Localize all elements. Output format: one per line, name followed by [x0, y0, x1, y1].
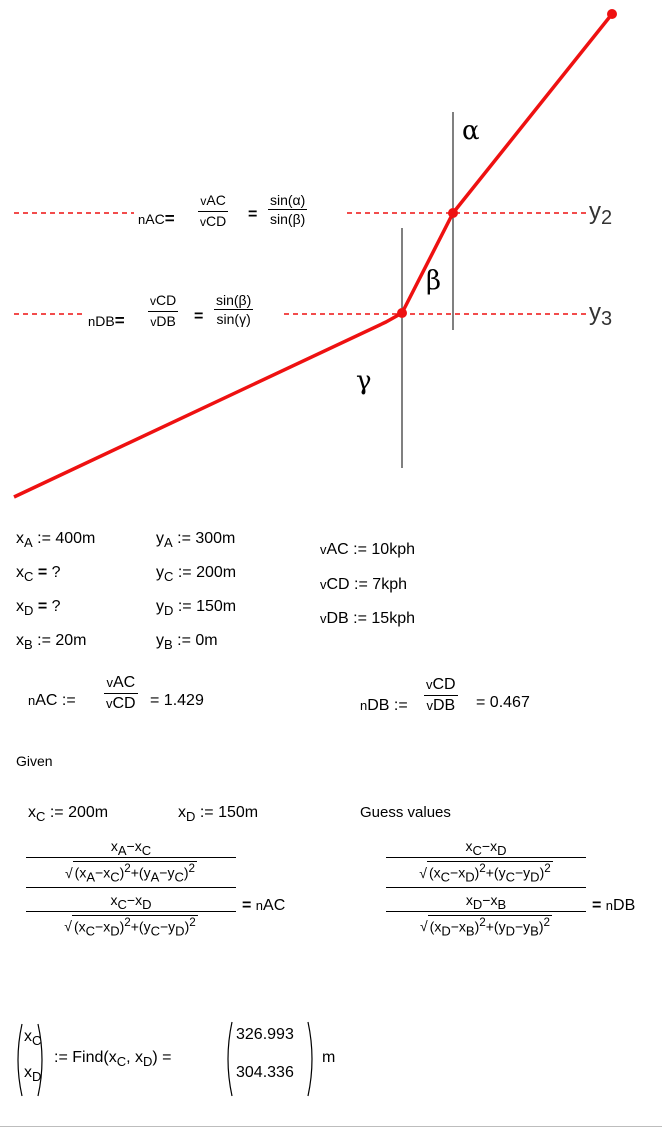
eq-top-frac2: sin(α) sin(β)	[270, 192, 306, 228]
guess-xD: $x_D$ := 150m	[178, 804, 259, 824]
result-vector-lhs: $x_C$ $x_D$	[12, 1020, 48, 1100]
def-vDB: vDB := 15kph	[320, 610, 415, 627]
ratio-nDB-frac: vCD vDB	[426, 676, 456, 715]
y2-label: $y_2$	[589, 198, 613, 229]
def-xD: $x_D$ = ?	[16, 598, 61, 618]
point-d	[397, 308, 407, 318]
given-label: Given	[16, 753, 53, 769]
constraint-2: $x_C-x_D$ √ $(x_C-x_D)^2+(y_C-y_D)^2$ $x_D-x_B$ √ $(x_D-x_B)^2+(y_D-y_B)^2$	[386, 838, 586, 934]
ratio-nDB-value: = 0.467	[476, 694, 530, 711]
constraint-2-rhs: = nDB	[592, 897, 636, 914]
def-yD: $y_D$ := 150m	[156, 598, 237, 618]
def-yC: $y_C$ := 200m	[156, 564, 237, 584]
result-find: := $Find(x_C$, $x_D$) =	[54, 1049, 172, 1069]
eq-mid-frac2: sin(β) sin(γ)	[216, 292, 252, 328]
result-xD-value: 304.336	[236, 1064, 294, 1081]
y3-label: $y_3$	[589, 299, 613, 330]
result-xC-value: 326.993	[236, 1026, 294, 1043]
eq-top-frac1: vAC vCD	[200, 192, 227, 230]
eq-top-eq: =	[248, 206, 258, 223]
result-vector-rhs	[222, 1018, 322, 1100]
eq-top-n: nAC=	[138, 209, 175, 228]
ratio-nAC-frac: vAC vCD	[106, 674, 136, 713]
ratio-nAC-value: = 1.429	[150, 692, 204, 709]
def-xC: $x_C$ = ?	[16, 564, 61, 584]
ratio-nDB-lhs: nDB :=	[360, 697, 408, 714]
guess-xC: $x_C$ := 200m	[28, 804, 109, 824]
refraction-path	[14, 14, 612, 497]
bottom-divider	[0, 1126, 662, 1127]
def-yB: $y_B$ := 0m	[156, 632, 218, 652]
def-vAC: vAC := 10kph	[320, 541, 415, 558]
eq-mid-frac1: vCD vDB	[150, 292, 177, 330]
refraction-diagram	[0, 0, 662, 500]
ratio-nAC-lhs: nAC :=	[28, 692, 76, 709]
point-c	[448, 208, 458, 218]
def-xA: $x_A$ := 400m	[16, 530, 96, 550]
beta-label: β	[426, 266, 442, 296]
gamma-label: γ	[356, 366, 372, 396]
eq-mid-n: nDB=	[88, 311, 125, 330]
eq-mid-eq: =	[194, 308, 204, 325]
constraint-1-rhs: = nAC	[242, 897, 286, 914]
alpha-label: α	[462, 116, 480, 146]
def-yA: $y_A$ := 300m	[156, 530, 236, 550]
point-a	[607, 9, 617, 19]
guess-label: Guess values	[360, 804, 451, 821]
def-vCD: vCD := 7kph	[320, 576, 407, 593]
result-unit: m	[322, 1049, 336, 1066]
constraint-1: $x_A-x_C$ √ $(x_A-x_C)^2+(y_A-y_C)^2$ $x_C-x_D$ √ $(x_C-x_D)^2+(y_C-y_D)^2$	[26, 838, 236, 934]
def-xB: $x_B$ := 20m	[16, 632, 87, 652]
